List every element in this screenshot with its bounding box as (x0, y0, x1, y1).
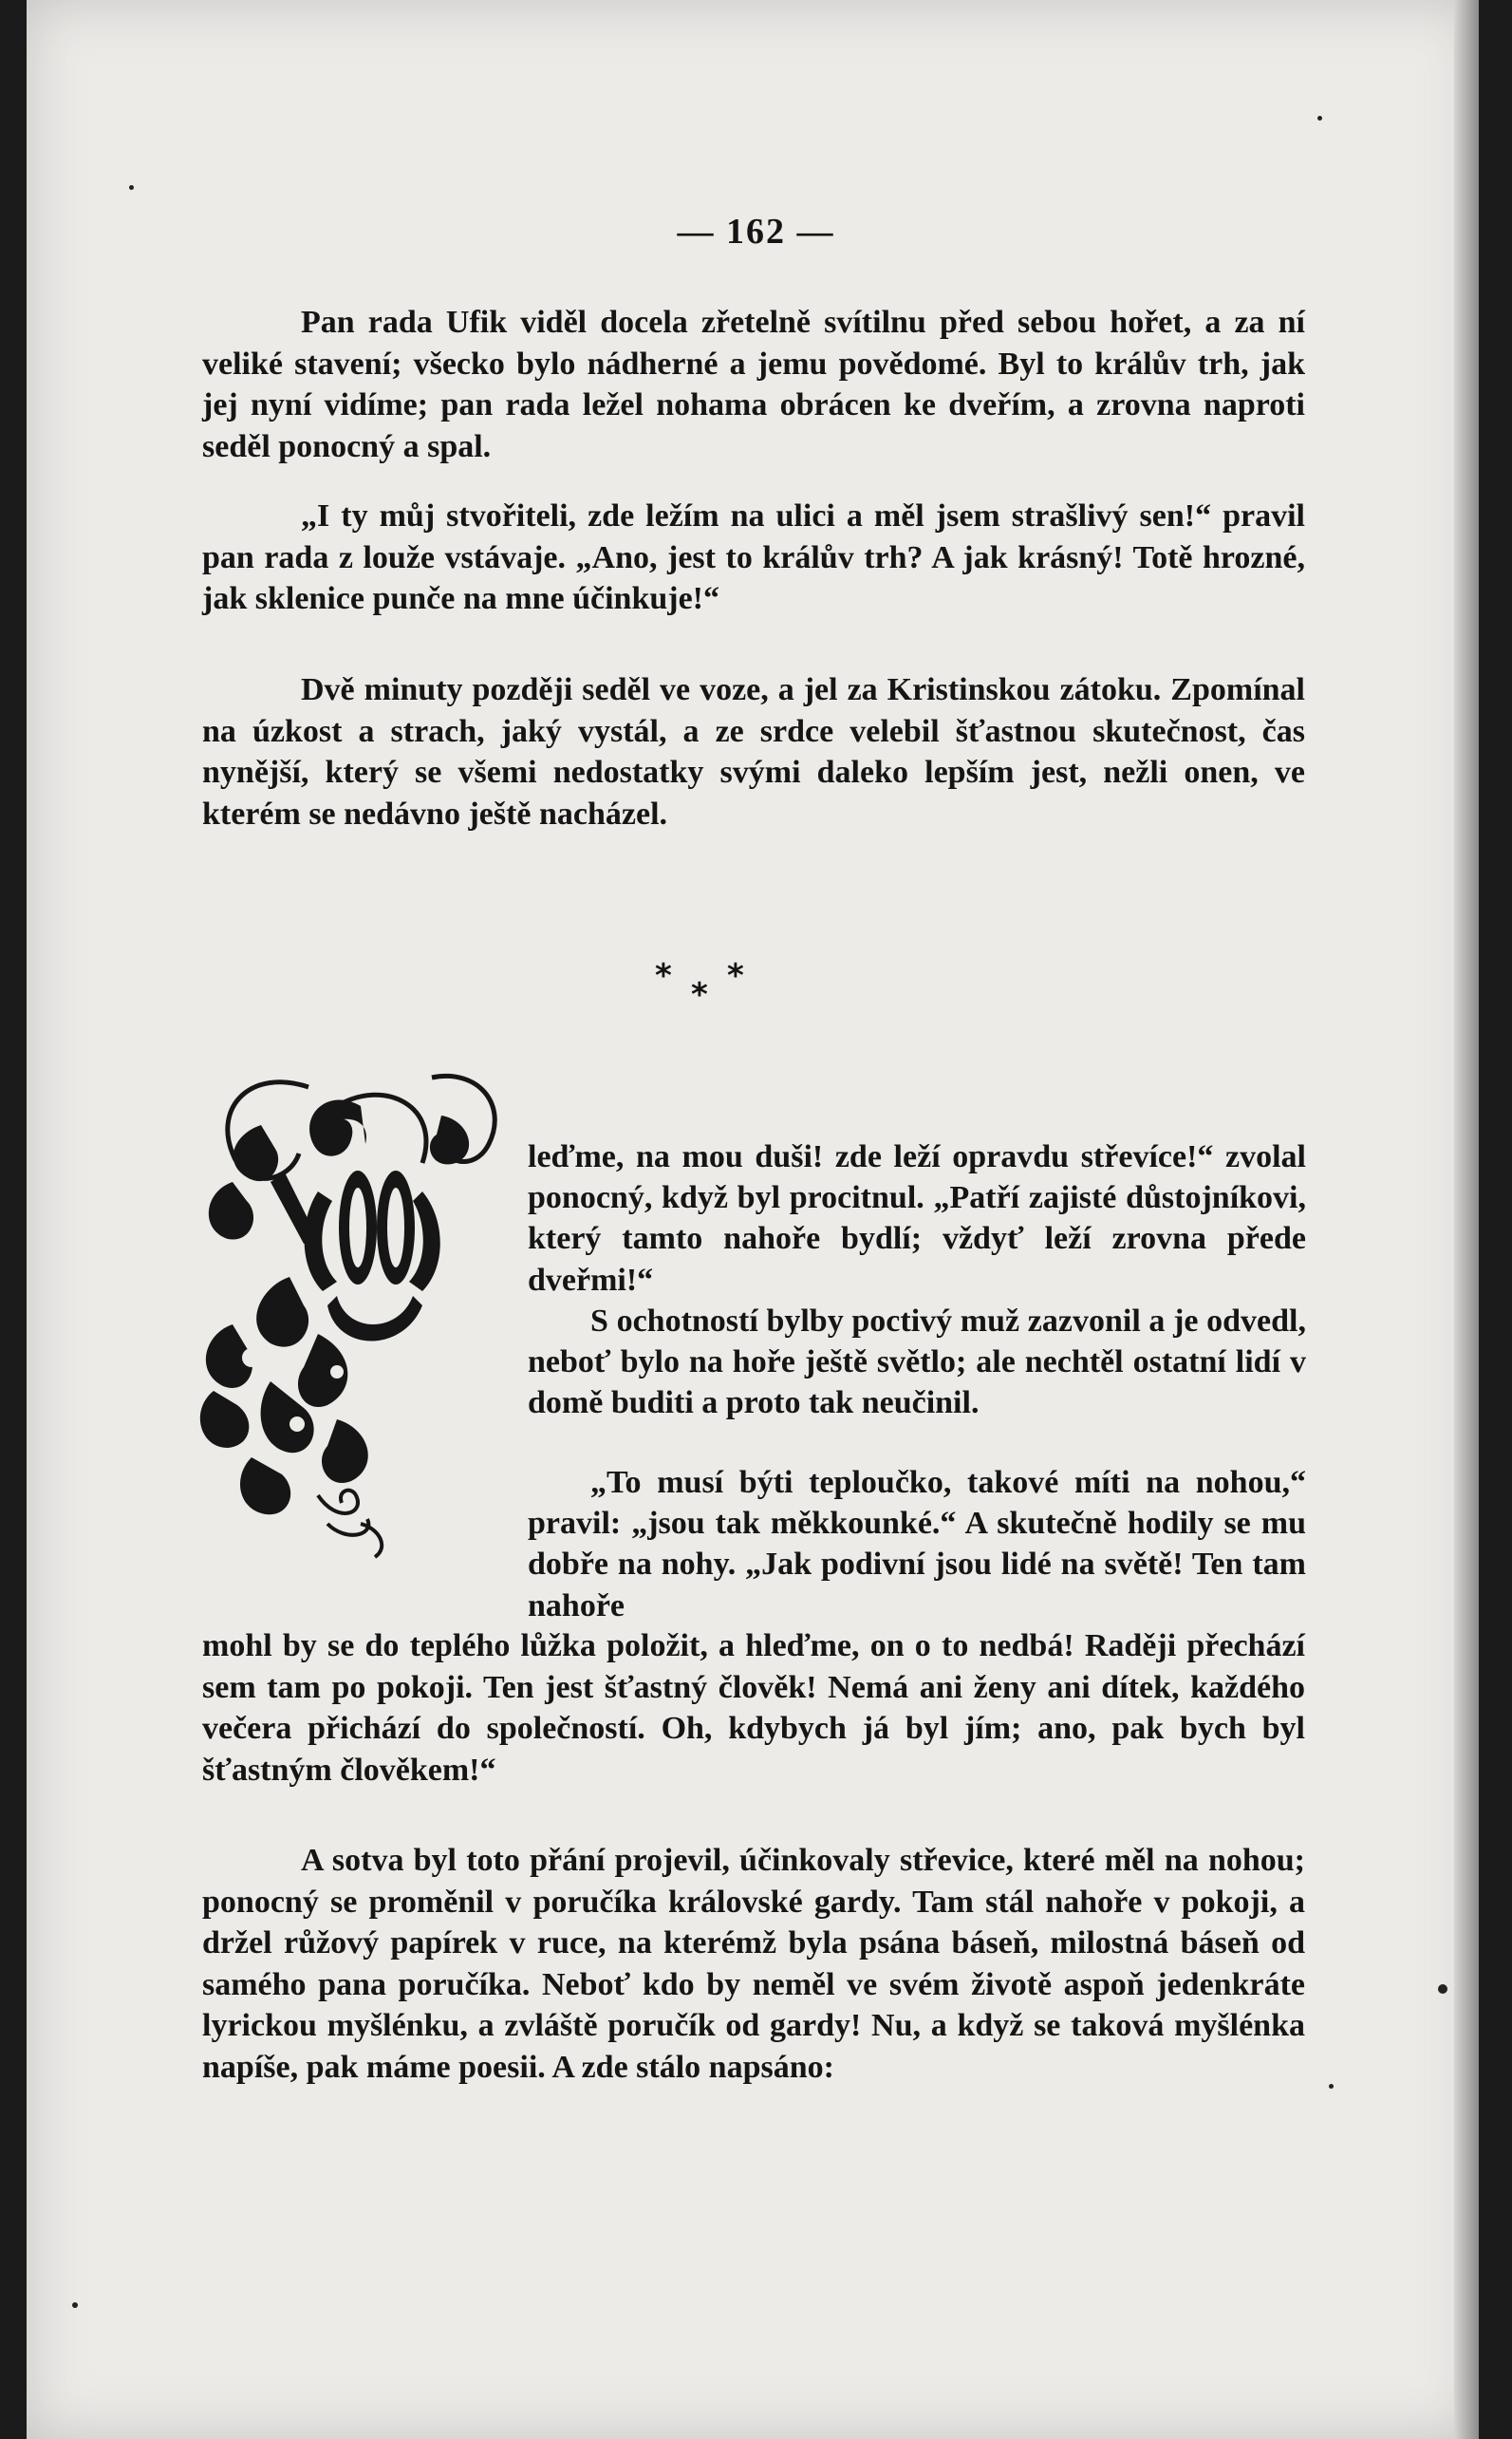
paragraph-5: A sotva byl toto přání projevil, účinkovaly střevice, které měl na nohou; ponocný se proměnil v poručíka královské gardy. Tam stál nahoře v pokoji, a držel růžový papírek v ruce, na kterémž byla psána báseň, milostná báseň od samého pana poručíka. Neboť kdo by neměl ve svém životě aspoň jedenkráte lyrickou myšlénku, a zvláště poručík od gardy! Nu, a když se taková myšlénka napíše, pak máme poesii. A zde stálo napsáno: (202, 1843, 1305, 2085)
paper-speck (129, 185, 134, 190)
decorated-initial-h-icon (195, 1049, 522, 1595)
wrapped-paragraph-1: leďme, na mou duši! zde leží opravdu střevíce!“ zvolal ponocný, když byl procitnul. „Patří zajisté důstojníkovi, který tamto nahoře bydlí; vždyť leží zrovna přede dveřmi!“ (528, 1139, 1306, 1298)
paragraph-3: Dvě minuty později seděl ve voze, a jel za Kristinskou zátoku. Zpomínal na úzkost a strach, jaký vystál, a ze srdce velebil šťastnou skutečnost, čas nynější, který se všemi nedostatky svými daleko lepším jest, nežli onen, ve kterém se nedávno ještě nacházel. (202, 672, 1305, 832)
paper-speck (1317, 116, 1322, 121)
paper-speck (1438, 1984, 1447, 1994)
asterism-star-1: * (655, 957, 672, 995)
paragraph-2: „I ty můj stvořiteli, zde ležím na ulici a měl jsem strašlivý sen!“ pravil pan rada z louže vstávaje. „Ano, jest to králův trh? A jak krásný! Totě hrozné, jak sklenice punče na mne účinkuje!“ (202, 498, 1305, 616)
page-number: — 162 — (677, 212, 835, 252)
asterism-star-2: * (691, 976, 708, 1014)
wrapped-paragraph-3: „To musí býti teploučko, takové míti na nohou,“ pravil: „jsou tak měkkounké.“ A skutečně hodily se mu dobře na nohy. „Jak podivní jsou lidé na světě! Ten tam nahoře (528, 1465, 1306, 1623)
paper-speck (1329, 2084, 1334, 2089)
paper-speck (72, 2302, 78, 2308)
paragraph-4: mohl by se do teplého lůžka položit, a hleďme, on o to nedbá! Raději přechází sem tam po pokoji. Ten jest šťastný člověk! Nemá ani ženy ani dítek, každého večera přichází do společností. Oh, kdybych já byl jím; ano, pak bych byl šťastným člověkem!“ (202, 1628, 1305, 1788)
section-break-asterism (655, 957, 826, 1014)
asterism-star-3: * (727, 957, 744, 995)
wrapped-paragraph-2: S ochotností bylby poctivý muž zazvonil a je odvedl, neboť bylo na hoře ještě světlo; ale nechtěl ostatní lidí v domě buditi a proto tak neučinil. (528, 1304, 1306, 1421)
paragraph-1: Pan rada Ufik viděl docela zřetelně svítilnu před sebou hořet, a za ní veliké stavení; všecko bylo nádherné a jemu povědomé. Byl to králův trh, jak jej nyní vidíme; pan rada ležel nohama obrácen ke dveřím, a zrovna naproti seděl ponocný a spal. (202, 305, 1305, 464)
